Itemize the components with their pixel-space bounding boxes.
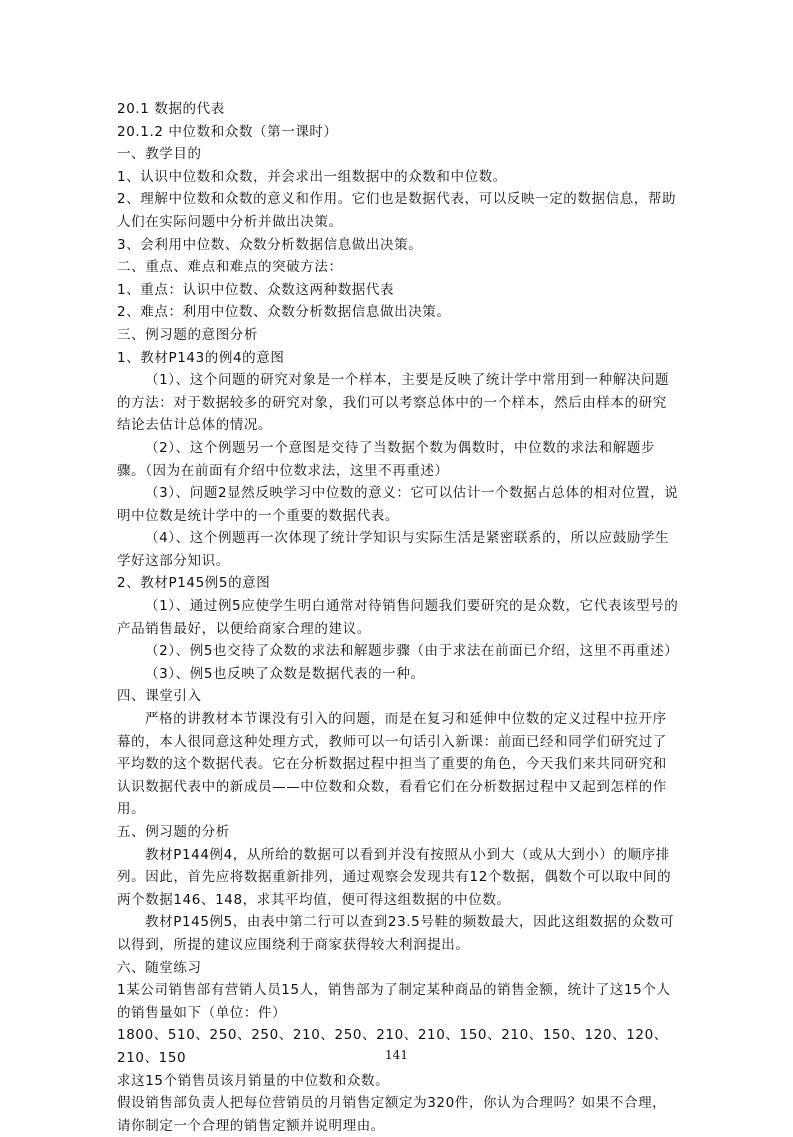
- text-line: 2、难点：利用中位数、众数分析数据信息做出决策。: [117, 304, 451, 321]
- text-line: 20.1.2 中位数和众数（第一课时）: [117, 123, 338, 140]
- text-line: 1800、510、250、250、210、250、210、210、150、210、150、120、120、210、150: [117, 1027, 668, 1066]
- body-paragraph: （1）、这个问题的研究对象是一个样本，主要是反映了统计学中常用到一种解决问题的方法：对于数据较多的研究对象，我们可以考察总体中的一个样本，然后由样本的研究结论去估计总体的情况。: [117, 372, 670, 434]
- text-line: 1、重点：认识中位数、众数这两种数据代表: [117, 281, 395, 298]
- body-paragraph: （4）、这个例题再一次体现了统计学知识与实际生活是紧密联系的，所以应鼓励学生学好这部分知识。: [117, 530, 670, 569]
- body-paragraph: （2）、这个例题另一个意图是交待了当数据个数为偶数时，中位数的求法和解题步骤。（因为在前面有介绍中位数求法，这里不再重述）: [117, 439, 656, 479]
- body-paragraph: 教材P144例4，从所给的数据可以看到并没有按照从小到大（或从大到小）的顺序排列。因此，首先应将数据重新排列，通过观察会发现共有12个数据，偶数个可以取中间的两个数据146、148，求其平均值，便可得这组数据的中位数。: [117, 846, 672, 908]
- text-line: 一、教学目的: [117, 146, 202, 163]
- body-paragraph: 严格的讲教材本节课没有引入的问题，而是在复习和延伸中位数的定义过程中拉开序幕的，本人很同意这种处理方式，教师可以一句话引入新课：前面已经和同学们研究过了平均数的这个数据代表。它在分析数据过程中担当了重要的角色，今天我们来共同研究和认识数据代表中的新成员——中位数和众数，看看它们在分析数据过程中又起到怎样的作用。: [117, 711, 667, 818]
- text-line: 1、认识中位数和众数，并会求出一组数据中的众数和中位数。: [117, 168, 507, 185]
- document-body: [117, 98, 679, 1137]
- text-line: 六、随堂练习: [117, 959, 202, 976]
- body-paragraph: 教材P145例5，由表中第二行可以查到23.5号鞋的频数最大，因此这组数据的众数可以得到，所提的建议应围绕利于商家获得较大利润提出。: [117, 914, 675, 953]
- text-line: 三、例习题的意图分析: [117, 326, 258, 343]
- body-paragraph: （3）、问题2显然反映学习中位数的意义：它可以估计一个数据占总体的相对位置，说明中位数是统计学中的一个重要的数据代表。: [117, 485, 679, 524]
- text-line: 假设销售部负责人把每位营销员的月销售定额定为320件，你认为合理吗？如果不合理，请你制定一个合理的销售定额并说明理由。: [117, 1095, 667, 1134]
- body-paragraph: （3）、例5也反映了众数是数据代表的一种。: [145, 665, 425, 682]
- body-paragraph: （2）、例5也交待了众数的求法和解题步骤（由于求法在前面已介绍，这里不再重述）: [145, 643, 679, 660]
- text-line: 2、理解中位数和众数的意义和作用。它们也是数据代表，可以反映一定的数据信息，帮助人们在实际问题中分析并做出决策。: [117, 191, 677, 230]
- text-line: 2、教材P145例5的意图: [117, 575, 271, 592]
- text-line: 20.1 数据的代表: [117, 101, 225, 117]
- text-line: 1、教材P143的例4的意图: [117, 349, 285, 366]
- page-number: 141: [385, 1048, 408, 1062]
- text-line: 五、例习题的分析: [117, 824, 230, 840]
- text-line: 求这15个销售员该月销量的中位数和众数。: [117, 1072, 390, 1089]
- text-line: 四、课堂引入: [117, 688, 202, 705]
- body-paragraph: （1）、通过例5应使学生明白通常对待销售问题我们要研究的是众数，它代表该型号的产品销售最好，以便给商家合理的建议。: [117, 598, 679, 637]
- text-line: 3、会利用中位数、众数分析数据信息做出决策。: [117, 236, 423, 253]
- text-line: 二、重点、难点和难点的突破方法：: [117, 259, 343, 276]
- text-line: 1某公司销售部有营销人员15人，销售部为了制定某种商品的销售金额，统计了这15个人的销售量如下（单位：件）: [117, 982, 671, 1021]
